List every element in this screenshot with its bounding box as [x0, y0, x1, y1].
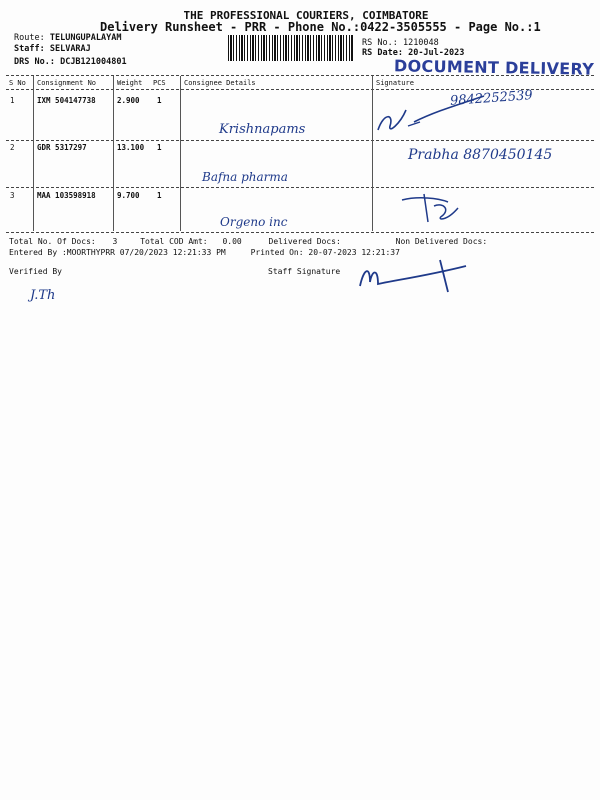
row-consignment: GDR 5317297: [37, 143, 87, 152]
row-consignee-handwritten: Orgeno inc: [220, 215, 288, 229]
staff-label: Staff:: [14, 44, 45, 54]
col-header-weight: Weight: [117, 79, 143, 87]
table-bottom-rule: [6, 232, 594, 233]
column-divider: [113, 76, 114, 231]
row-consignee-handwritten: Krishnapams: [219, 122, 306, 137]
row-pcs: 1: [157, 96, 162, 105]
entry-line: [9, 248, 400, 257]
cod-label: Total COD Amt:: [140, 237, 208, 246]
route-line: [14, 33, 122, 43]
rs-no-value: 1210048: [402, 38, 439, 48]
company-title: THE PROFESSIONAL COURIERS, COIMBATORE: [183, 9, 429, 22]
row-consignment: IXM 504147738: [37, 96, 96, 105]
row-weight: 2.900: [117, 96, 140, 105]
row-pcs: 1: [157, 191, 162, 200]
row-sno: 3: [10, 191, 15, 200]
column-divider: [180, 76, 181, 231]
rs-date-label: RS Date:: [362, 48, 403, 58]
barcode-image: [228, 35, 354, 61]
row-divider: [6, 187, 594, 188]
drs-value: DCJB121004801: [60, 57, 127, 67]
entered-by: Entered By :MOORTHYPRR 07/20/2023 12:21:33 PM: [9, 248, 226, 257]
delivered-label: Delivered Docs:: [268, 237, 341, 246]
non-delivered-label: Non Delivered Docs:: [395, 237, 488, 246]
verified-by-label: Verified By: [9, 267, 62, 276]
runsheet-subtitle: Delivery Runsheet - PRR - Phone No.:0422-3505555 - Page No.:1: [100, 20, 541, 34]
verified-initials-handwritten: J.Th: [30, 288, 56, 303]
col-header-signature: Signature: [376, 79, 414, 87]
total-docs-label: Total No. Of Docs:: [9, 237, 96, 246]
row-weight: 9.700: [117, 191, 140, 200]
drs-label: DRS No.:: [14, 57, 55, 67]
totals-line: [9, 237, 487, 246]
rs-no-line: [362, 38, 439, 48]
staff-signature-label: Staff Signature: [268, 267, 341, 276]
total-docs-value: 3: [112, 237, 118, 246]
col-header-consignment: Consignment No: [37, 79, 97, 87]
column-divider: [372, 76, 373, 231]
drs-line: [14, 57, 127, 67]
cod-value: 0.00: [222, 237, 242, 246]
route-value: TELUNGUPALAYAM: [49, 33, 122, 43]
printed-on: Printed On: 20-07-2023 12:21:37: [250, 248, 400, 257]
route-label: Route:: [14, 33, 45, 43]
col-header-sno: S No: [9, 79, 26, 87]
row-divider: [6, 140, 594, 141]
row-sno: 2: [10, 143, 15, 152]
row-signature-handwritten: Prabha 8870450145: [408, 147, 553, 163]
staff-signature-scribble: [356, 258, 476, 294]
staff-value: SELVARAJ: [49, 44, 91, 54]
rs-date-value: 20-Jul-2023: [408, 48, 465, 58]
row-consignment: MAA 103598918: [37, 191, 96, 200]
staff-line: [14, 44, 91, 54]
signature-scribble: [398, 190, 468, 226]
col-header-consignee: Consignee Details: [184, 79, 256, 87]
row-sno: 1: [10, 96, 15, 105]
rs-no-label: RS No.:: [362, 38, 398, 48]
row-consignee-handwritten: Bafna pharma: [202, 170, 288, 184]
col-header-pcs: PCS: [153, 79, 166, 87]
document-delivery-stamp: DOCUMENT DELIVERY: [393, 56, 595, 79]
row-signature-phone: 9842252539: [449, 88, 534, 109]
table-top-rule: [6, 75, 594, 76]
column-divider: [33, 76, 34, 231]
row-pcs: 1: [157, 143, 162, 152]
row-weight: 13.100: [117, 143, 145, 152]
